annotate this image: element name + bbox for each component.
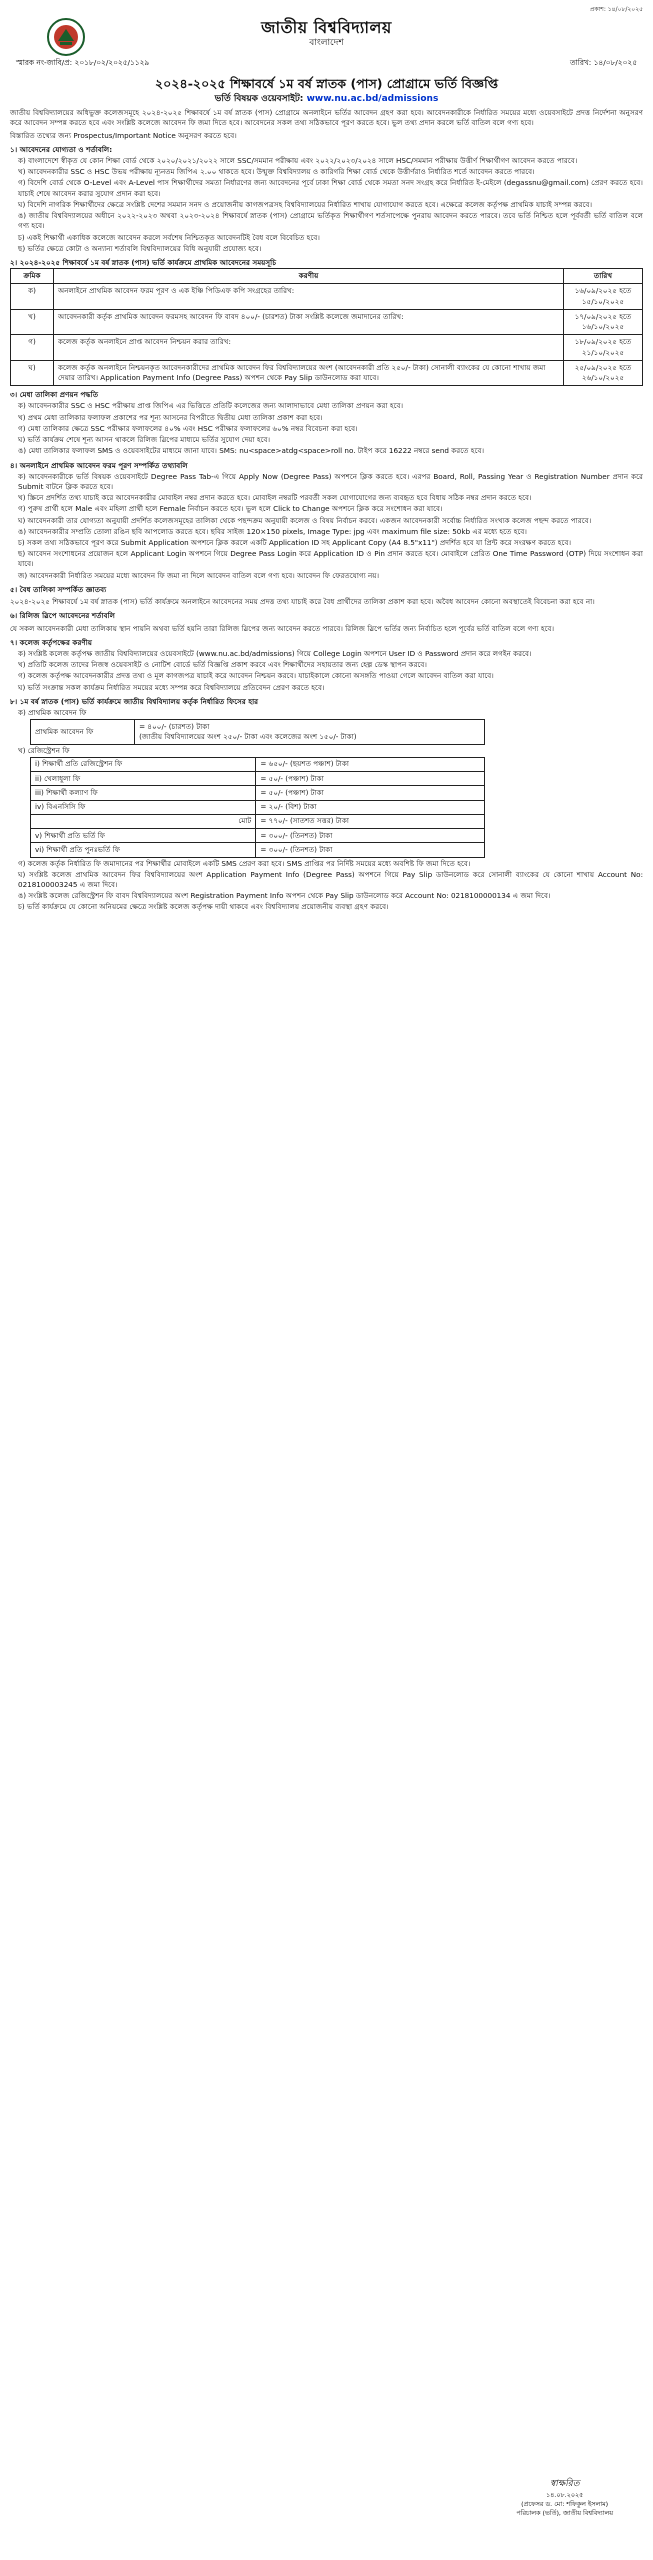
valid-list-text: ২০২৪-২০২৫ শিক্ষাবর্ষে ১ম বর্ষ স্নাতক (পাস) ভর্তি কার্যক্রমে অনলাইনে আবেদনের সময় প্রদত্ত তথ্য যাচাই করে বৈধ প্রার্থীদের তালিকা প্রকাশ করা হবে। অবৈধ আবেদন কোনো অবস্থাতেই বিবেচনা করা হবে না। [10,597,595,607]
row-index: গ) [11,335,54,360]
table-row [31,800,485,814]
merit-item: ক) আবেদনকারীর SSC ও HSC পরীক্ষায় প্রাপ্ত জিপিএ এর ভিত্তিতে প্রতিটি কলেজের জন্য আলাদাভাবে মেধা তালিকা প্রণয়ন করা হবে। [18,401,404,411]
fee-label: প্রাথমিক আবেদন ফি [31,720,135,744]
section-schedule-heading: ২। ২০২৪-২০২৫ শিক্ষাবর্ষে ১ম বর্ষ স্নাতক (পাস) ভর্তি কার্যক্রমে প্রাথমিক আবেদনের সময়সূচি [10,258,277,267]
fee-value [135,720,485,744]
fee-value: = ৩০০/- (তিনশত) টাকা [256,843,485,857]
table-row [31,757,485,771]
fee-value: = ৫০/- (পঞ্চাশ) টাকা [256,786,485,800]
eligibility-item: গ) বিদেশি বোর্ড থেকে O-Level এবং A-Level পাস শিক্ষার্থীদের সমতা নির্ধারণের জন্য আবেদনের পূর্বে ঢাকা শিক্ষা বোর্ড থেকে সমতা সনদ সংগ্রহ করে নির্ধারিত ই-মেইলে (degassnu@gmail.com) প্রেরণ করতে হবে। যাচাই শেষে আবেদন করার সুযোগ প্রদান করা হবে। [18,178,643,198]
notice-title: ২০২৪-২০২৫ শিক্ষাবর্ষে ১ম বর্ষ স্নাতক (পাস) প্রোগ্রামে ভর্তি বিজ্ঞপ্তি [154,75,499,91]
table-row [31,843,485,857]
college-duty-item: গ) কলেজ কর্তৃপক্ষ আবেদনকারীর প্রদত্ত তথ্য ও মূল কাগজপত্র যাচাই করে আবেদন নিশ্চয়ন করবে। যাচাইকালে কোনো অসঙ্গতি পাওয়া গেলে আবেদন বাতিল করা যাবে। [18,671,494,681]
website-line [10,93,643,106]
fee-value: = ৭৭০/- (সাতশত সত্তর) টাকা [256,814,485,828]
signature-block [516,2478,613,2518]
memo-row [10,58,643,69]
fee-note-item: ঙ) সংশ্লিষ্ট কলেজ রেজিস্ট্রেশন ফি বাবদ বিশ্ববিদ্যালয়ের অংশ Registration Payment Info অপশন থেকে Pay Slip ডাউনলোড করে Account No: 0218100000134 এ জমা দিবে। [18,891,551,901]
publish-date: প্রকাশ: ১৪/০৮/২০২৫ [589,6,643,13]
fee-label: iii) শিক্ষার্থী কল্যাণ ফি [31,786,256,800]
memo-number: স্মারক নং-জাবি/প্র: ২০১৮/০২/২০২৫/১১২৯ [16,58,150,67]
eligibility-item: চ) একই শিক্ষার্থী একাধিক কলেজে আবেদন করলে সর্বশেষ নিশ্চিতকৃত আবেদনটিই বৈধ বলে বিবেচিত হবে। [18,232,320,242]
university-name: জাতীয় বিশ্ববিদ্যালয় [261,17,392,37]
fee-registration-table [30,757,485,858]
row-date: ২৫/০৯/২০২৫ হতে ২৬/১০/২০২৫ [564,360,643,385]
fee-label: vi) শিক্ষার্থী প্রতি পুনঃভর্তি ফি [31,843,256,857]
fee-registration-heading: খ) রেজিস্ট্রেশন ফি [18,745,70,755]
fee-value: = ২০/- (বিশ) টাকা [256,800,485,814]
table-row [31,720,485,744]
section-release-slip-heading: ৬। রিলিজ স্লিপে আবেদনের শর্তাবলি [10,611,115,621]
application-item: খ) স্ক্রিনে প্রদর্শিত তথ্য যাচাই করে আবেদনকারীর মোবাইল নম্বর প্রদান করতে হবে। মোবাইল নম্বরটি পরবর্তী সকল যোগাযোগের জন্য ব্যবহৃত হবে বিধায় সঠিক নম্বর প্রদান করতে হবে। [18,493,532,503]
intro-paragraph: জাতীয় বিশ্ববিদ্যালয়ের অধিভুক্ত কলেজসমূহে ২০২৪-২০২৫ শিক্ষাবর্ষে ১ম বর্ষ স্নাতক (পাস) প্রোগ্রামে অনলাইনে ভর্তির আবেদন গ্রহণ করা হবে। আবেদনকারীকে নির্ধারিত সময়ের মধ্যে ওয়েবসাইটে প্রদত্ত নির্দেশনা অনুসরণ করে আবেদন সম্পন্ন করতে হবে এবং সংশ্লিষ্ট কলেজে আবেদন ফি জমা দিতে হবে। আবেদনের সকল তথ্য সঠিকভাবে পূরণ করতে হবে। ভুল তথ্য প্রদান করলে ভর্তি বাতিল বলে গণ্য হবে। [10,108,643,128]
fee-value: = ৬৫০/- (ছয়শত পঞ্চাশ) টাকা [256,757,485,771]
schedule-table [10,268,643,386]
fee-label: v) শিক্ষার্থী প্রতি ভর্তি ফি [31,829,256,843]
table-row [31,829,485,843]
university-logo-icon [46,17,86,57]
fee-note-item: গ) কলেজ কর্তৃক নির্ধারিত ফি জমাদানের পর শিক্ষার্থীর মোবাইলে একটি SMS প্রেরণ করা হবে। SMS প্রাপ্তির পর নির্দিষ্ট সময়ের মধ্যে অবশিষ্ট ফি জমা দিতে হবে। [18,858,471,868]
table-row [31,772,485,786]
row-task: কলেজ কর্তৃক অনলাইনে প্রাপ্ত আবেদন নিশ্চয়ন করার তারিখ: [54,335,564,360]
row-task: কলেজ কর্তৃক অনলাইনে নিশ্চয়নকৃত আবেদনকারীদের প্রাথমিক আবেদন ফির বিশ্ববিদ্যালয়ের অংশ (আবেদনকারী প্রতি ২৫০/- টাকা) সোনালী ব্যাংকের যে কোনো শাখায় জমা দেয়ার তারিখ। Application Payment Info (Degree Pass) অপশন থেকে Pay Slip ডাউনলোড করা যাবে। [54,360,564,385]
eligibility-item: ছ) ভর্তির ক্ষেত্রে কোটা ও অন্যান্য শর্তাবলি বিশ্ববিদ্যালয়ের বিধি অনুযায়ী প্রযোজ্য হবে। [18,243,262,253]
schedule-header-row [11,269,643,284]
signatory-title: পরিচালক (ভর্তি), জাতীয় বিশ্ববিদ্যালয় [516,2508,613,2517]
section-application-heading: ৪। অনলাইনে প্রাথমিক আবেদন ফরম পূরণ সম্পর্কিত তথ্যাবলি [10,460,188,470]
merit-item: ঘ) ভর্তি কার্যক্রম শেষে শূন্য আসন থাকলে রিলিজ স্লিপের মাধ্যমে ভর্তির সুযোগ দেয়া হবে। [18,435,271,445]
fee-application-table-wrap [30,719,485,744]
fee-label: iv) বিএনসিসি ফি [31,800,256,814]
table-row [11,284,643,309]
application-item: ঘ) আবেদনকারী তার যোগ্যতা অনুযায়ী প্রদর্শিত কলেজসমূহের তালিকা থেকে পছন্দক্রম অনুযায়ী কলেজ ও বিষয় নির্বাচন করবে। একজন আবেদনকারী সর্বোচ্চ নির্ধারিত সংখ্যক কলেজ পছন্দ করতে পারবে। [18,515,592,525]
section-fees-heading: ৮। ১ম বর্ষ স্নাতক (পাস) ভর্তি কার্যক্রমে জাতীয় বিশ্ববিদ্যালয় কর্তৃক নির্ধারিত ফিসের হার [10,696,259,706]
memo-date: তারিখ: ১৪/০৮/২০২৫ [570,58,637,67]
application-item: গ) পুরুষ প্রার্থী হলে Male এবং মহিলা প্রার্থী হলে Female নির্বাচন করতে হবে। ভুল হলে Click to Change অপশনে ক্লিক করে সংশোধন করা যাবে। [18,504,443,514]
release-slip-text: যে সকল আবেদনকারী মেধা তালিকায় স্থান পায়নি অথবা ভর্তি হয়নি তারা রিলিজ স্লিপের জন্য আবেদন করতে পারবে। রিলিজ স্লিপে ভর্তির জন্য নির্বাচিত হলে পূর্বের ভর্তি বাতিল বলে গণ্য হবে। [10,623,555,633]
fee-application-heading: ক) প্রাথমিক আবেদন ফি [18,708,87,718]
college-duty-item: ঘ) ভর্তি সংক্রান্ত সকল কার্যক্রম নির্ধারিত সময়ের মধ্যে সম্পন্ন করে বিশ্ববিদ্যালয়ে প্রতিবেদন প্রেরণ করতে হবে। [18,682,325,692]
row-task: অনলাইনে প্রাথমিক আবেদন ফরম পূরণ ও এক ইঞ্চি পিডিএফ কপি সংগ্রহের তারিখ: [54,284,564,309]
application-item: জ) আবেদনকারী নির্ধারিত সময়ের মধ্যে আবেদন ফি জমা না দিলে আবেদন বাতিল বলে গণ্য হবে। আবেদন ফি ফেরতযোগ্য নয়। [18,570,380,580]
intro-note: বিস্তারিত তথ্যের জন্য Prospectus/Important Notice অনুসরণ করতে হবে। [10,130,237,140]
row-task: আবেদনকারী কর্তৃক প্রাথমিক আবেদন ফরমসহ আবেদন ফি বাবদ ৪০০/- (চারশত) টাকা সংশ্লিষ্ট কলেজে জমাদানের তারিখ: [54,309,564,334]
table-row [11,335,643,360]
fee-label: মোট [31,814,256,828]
row-index: খ) [11,309,54,334]
fee-application-table [30,719,485,744]
section-merit-heading: ৩। মেধা তালিকা প্রণয়ন পদ্ধতি [10,390,99,400]
merit-item: ঙ) মেধা তালিকার ফলাফল SMS ও ওয়েবসাইটের মাধ্যমে জানা যাবে। SMS: nu<space>atdg<space>roll no. টাইপ করে 16222 নম্বরে send করতে হবে। [18,446,485,456]
letterhead [10,17,643,50]
section-college-duties-heading: ৭। কলেজ কর্তৃপক্ষের করণীয় [10,637,93,647]
application-item: ছ) আবেদন সংশোধনের প্রয়োজন হলে Applicant Login অপশনে গিয়ে Degree Pass Login করে Application ID ও Pin প্রদান করতে হবে। মোবাইলে প্রেরিত One Time Password (OTP) দিয়ে সংশোধন করা যাবে। [18,549,643,569]
table-row [11,309,643,334]
application-item: চ) সকল তথ্য সঠিকভাবে পূরণ করে Submit Application অপশনে ক্লিক করলে একটি Application ID সহ Applicant Copy (A4 8.5"x11") প্রদর্শিত হবে যা প্রিন্ট করে সংরক্ষণ করতে হবে। [18,538,572,548]
fee-value: = ৫০/- (পঞ্চাশ) টাকা [256,772,485,786]
merit-item: গ) মেধা তালিকার ক্ষেত্রে SSC পরীক্ষার ফলাফলের ৪০% এবং HSC পরীক্ষার ফলাফলের ৬০% নম্বর বিবেচনা করা হবে। [18,423,358,433]
college-duty-item: ক) সংশ্লিষ্ট কলেজ কর্তৃপক্ষ জাতীয় বিশ্ববিদ্যালয়ের ওয়েবসাইটে (www.nu.ac.bd/admissions) গিয়ে College Login অপশনে User ID ও Password প্রদান করে লগইন করবে। [18,649,532,658]
table-row [31,814,485,828]
eligibility-item: ঘ) বিদেশি নাগরিক শিক্ষার্থীদের ক্ষেত্রে সংশ্লিষ্ট দেশের সমমান সনদ ও প্রয়োজনীয় কাগজপত্রসহ বিশ্ববিদ্যালয়ের নির্ধারিত শাখায় যোগাযোগ করতে হবে। এক্ষেত্রে কলেজ কর্তৃপক্ষ প্রাথমিক যাচাই সম্পন্ন করবে। [18,199,593,209]
eligibility-item: ঙ) জাতীয় বিশ্ববিদ্যালয়ের অধীনে ২০২২-২০২৩ অথবা ২০২৩-২০২৪ শিক্ষাবর্ষে স্নাতক (পাস) প্রোগ্রামে ভর্তিকৃত শিক্ষার্থীগণ শর্তসাপেক্ষে পুনরায় আবেদন করতে পারবে। তবে ভর্তি নিশ্চিত হলে পূর্ববর্তী ভর্তি বাতিল বলে গণ্য হবে। [18,211,643,231]
schedule-col-index: ক্রমিক [11,269,54,284]
section-eligibility-heading: ১। আবেদনের যোগ্যতা ও শর্তাবলি: [10,144,113,154]
signatory-name: (প্রফেসর ড. মো: শফিকুল ইসলাম) [521,2499,609,2508]
signature-mark: স্বাক্ষরিত [549,2479,580,2489]
eligibility-item: খ) আবেদনকারীর SSC ও HSC উভয় পরীক্ষায় ন্যূনতম জিপিএ ২.০০ থাকতে হবে। উন্মুক্ত বিশ্ববিদ্যালয় ও কারিগরি শিক্ষা বোর্ড থেকে উত্তীর্ণরাও নির্ধারিত শর্তে আবেদন করতে পারবে। [18,167,535,177]
row-date: ১৭/০৯/২০২৫ হতে ১৬/১০/২০২৫ [564,309,643,334]
signature-date: ১৪.০৮.২০২৫ [546,2490,584,2499]
college-duty-item: খ) প্রতিটি কলেজ তাদের নিজস্ব ওয়েবসাইট ও নোটিশ বোর্ডে ভর্তি বিজ্ঞপ্তি প্রকাশ করবে এবং শিক্ষার্থীদের সহায়তার জন্য হেল্প ডেস্ক স্থাপন করবে। [18,660,427,670]
fee-amount: = ৪০০/- (চারশত) টাকা [139,721,210,731]
section-valid-list-heading: ৫। বৈধ তালিকা সম্পর্কিত জ্ঞাতব্য [10,584,107,594]
fee-value: = ৩০০/- (তিনশত) টাকা [256,829,485,843]
schedule-col-task: করণীয় [54,269,564,284]
fee-note-item: চ) ভর্তি কার্যক্রমে যে কোনো অনিয়মের ক্ষেত্রে সংশ্লিষ্ট কলেজ কর্তৃপক্ষ দায়ী থাকবে এবং বিশ্ববিদ্যালয় প্রয়োজনীয় ব্যবস্থা গ্রহণ করবে। [18,902,389,912]
fee-registration-table-wrap [30,757,485,858]
application-item: ঙ) আবেদনকারীর সম্প্রতি তোলা রঙিন ছবি আপলোড করতে হবে। ছবির সাইজ 120×150 pixels, Image Type: jpg এবং maximum file size: 50kb এর মধ্যে হতে হবে। [18,526,527,536]
row-index: ঘ) [11,360,54,385]
website-label: ভর্তি বিষয়ক ওয়েবসাইট: [214,94,304,105]
fee-note: (জাতীয় বিশ্ববিদ্যালয়ের অংশ ২৫০/- টাকা এবং কলেজের অংশ ১৫০/- টাকা) [139,732,357,742]
schedule-col-date: তারিখ [564,269,643,284]
table-row [31,786,485,800]
application-item: ক) আবেদনকারীকে ভর্তি বিষয়ক ওয়েবসাইটে Degree Pass Tab-এ গিয়ে Apply Now (Degree Pass) অপশনে ক্লিক করতে হবে। এরপর Board, Roll, Passing Year ও Registration Number প্রদান করে Submit বাটনে ক্লিক করতে হবে। [18,471,643,491]
fee-label: ii) খেলাধুলা ফি [31,772,256,786]
eligibility-item: ক) বাংলাদেশে স্বীকৃত যে কোন শিক্ষা বোর্ড থেকে ২০২০/২০২১/২০২২ সালে SSC/সমমান পরীক্ষায় এবং ২০২২/২০২৩/২০২৪ সালে HSC/সমমান পরীক্ষায় উত্তীর্ণ শিক্ষার্থীগণ আবেদন করতে পারবে। [18,156,578,166]
country-name: বাংলাদেশ [309,38,344,49]
admission-website-link[interactable]: www.nu.ac.bd/admissions [306,94,439,105]
merit-item: খ) প্রথম মেধা তালিকার ফলাফল প্রকাশের পর শূন্য আসনের বিপরীতে দ্বিতীয় মেধা তালিকা প্রকাশ করা হবে। [18,412,323,422]
row-date: ১৮/০৯/২০২৫ হতে ২১/১০/২০২৫ [564,335,643,360]
row-date: ১৬/০৯/২০২৫ হতে ১৫/১০/২০২৫ [564,284,643,309]
table-row [11,360,643,385]
fee-label: i) শিক্ষার্থী প্রতি রেজিস্ট্রেশন ফি [31,757,256,771]
fee-note-item: ঘ) সংশ্লিষ্ট কলেজ প্রাথমিক আবেদন ফির বিশ্ববিদ্যালয়ের অংশ Application Payment Info (Degree Pass) অপশনে গিয়ে Pay Slip ডাউনলোড করে সোনালী ব্যাংকের যে কোনো শাখায় Account No: 0218100003245 এ জমা দিবে। [18,869,643,889]
row-index: ক) [11,284,54,309]
